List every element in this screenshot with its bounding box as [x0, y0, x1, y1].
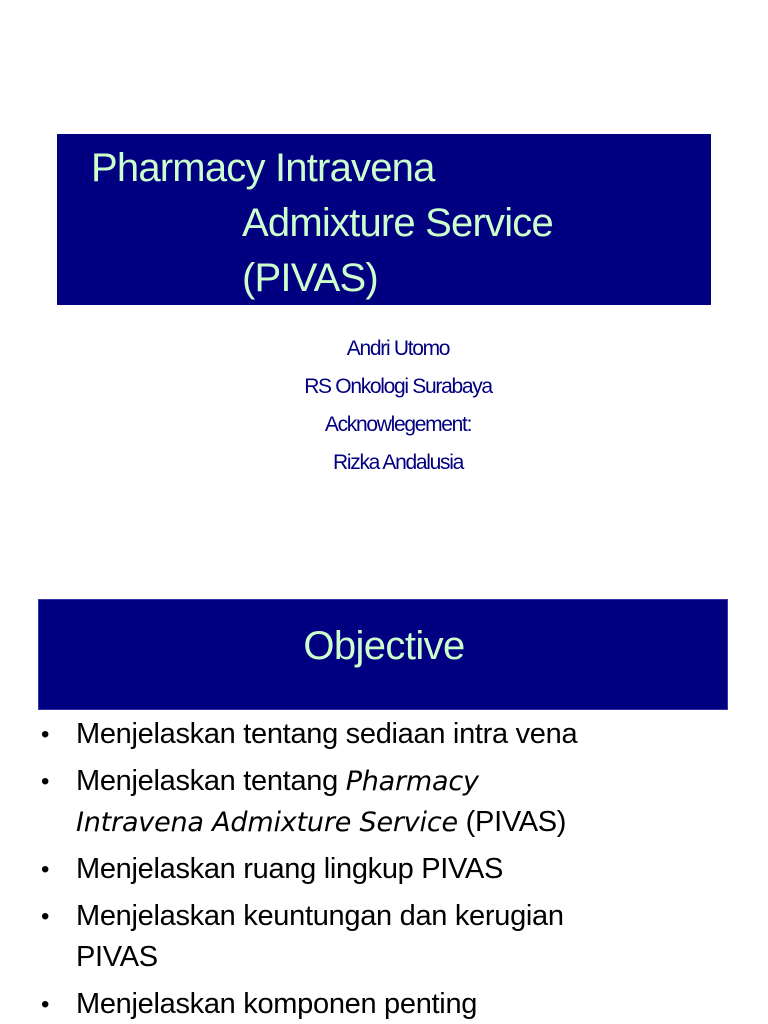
- title-line-3: (PIVAS): [242, 256, 378, 300]
- objective-item: [0, 849, 768, 890]
- objective-item-text: (PIVAS): [457, 806, 567, 838]
- author-affiliation: RS Onkologi Surabaya: [304, 375, 492, 398]
- objective-heading: Objective: [303, 624, 465, 668]
- objective-item: [0, 896, 768, 978]
- title-line-1: Pharmacy Intravena: [91, 146, 435, 190]
- objective-item-text: Menjelaskan tentang sediaan intra vena: [76, 718, 578, 750]
- objective-item-text: Menjelaskan komponen penting: [76, 988, 478, 1020]
- objective-list: [0, 714, 768, 1024]
- acknowledgement-label: Acknowlegement:: [324, 413, 472, 436]
- bullet-icon: •: [41, 721, 50, 748]
- objective-item: [0, 984, 768, 1024]
- author-name: Andri Utomo: [346, 337, 450, 360]
- objective-item-text: Menjelaskan keuntungan dan kerugian: [76, 900, 564, 932]
- objective-item-text: PIVAS: [76, 941, 158, 973]
- credits-block: [0, 330, 768, 482]
- objective-banner: [38, 599, 728, 710]
- objective-item-italic: Intravena Admixture Service: [76, 807, 458, 838]
- bullet-icon: •: [41, 856, 50, 883]
- objective-item-text: Menjelaskan ruang lingkup PIVAS: [76, 853, 504, 885]
- bullet-icon: •: [41, 991, 50, 1018]
- objective-item-text: Menjelaskan tentang: [76, 765, 346, 797]
- objective-item: [0, 714, 768, 755]
- acknowledged-person: Rizka Andalusia: [333, 451, 463, 474]
- objective-item-italic: Pharmacy: [345, 766, 479, 797]
- title-banner: [57, 134, 711, 305]
- bullet-icon: •: [41, 903, 50, 930]
- objective-item: [0, 761, 768, 843]
- bullet-icon: •: [41, 768, 50, 795]
- title-line-2: Admixture Service: [242, 201, 553, 245]
